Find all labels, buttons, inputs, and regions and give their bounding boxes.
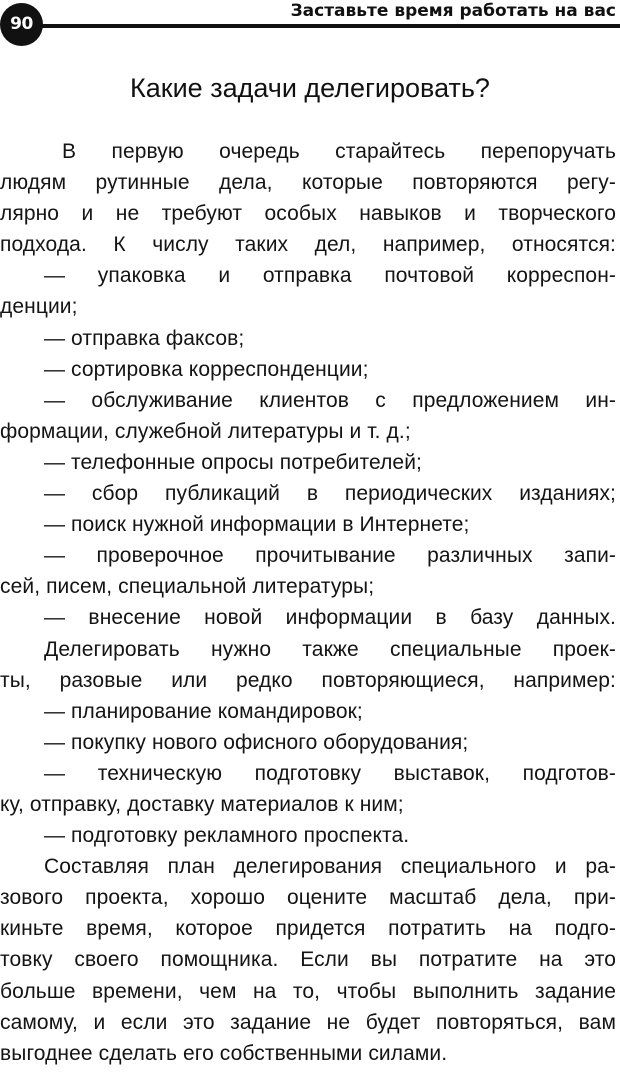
text-line: — упаковка и отправка почтовой корреспон- (44, 264, 616, 288)
text-line: Составляя план делегирования специального и ра- (44, 855, 616, 879)
page-number: 90 (0, 3, 43, 46)
running-header (0, 0, 620, 50)
text-line: сей, писем, специальной литературы; (0, 575, 375, 599)
header-rule (36, 24, 620, 28)
text-line: киньте время, которое придется потратить на подго- (0, 917, 616, 941)
text-line: — обслуживание клиентов с предложением ин- (44, 388, 616, 412)
text-line: Делегировать нужно также специальные проек- (44, 637, 616, 661)
text-line: подхода. К числу таких дел, например, относятся: (0, 233, 616, 257)
text-line: самому, и если это задание не будет повторяться, вам (0, 1010, 616, 1034)
text-line: В первую очередь старайтесь перепоручать (62, 140, 616, 163)
text-line: больше времени, чем на то, чтобы выполнить задание (0, 979, 616, 1003)
text-line: — подготовку рекламного проспекта. (44, 824, 410, 848)
text-line: зового проекта, хорошо оцените масштаб дела, при- (0, 886, 616, 910)
text-line: — телефонные опросы потребителей; (44, 450, 422, 474)
text-line: — планирование командировок; (44, 699, 363, 723)
body-text (0, 136, 616, 1069)
text-line: выгоднее сделать его собственными силами. (0, 1041, 448, 1065)
text-line: ты, разовые или редко повторяющиеся, например: (0, 668, 616, 692)
text-line: лярно и не требуют особых навыков и творческого (0, 202, 616, 226)
text-line: — отправка факсов; (44, 326, 245, 350)
text-line: ку, отправку, доставку материалов к ним; (0, 792, 404, 816)
text-line: — техническую подготовку выставок, подготов- (44, 761, 616, 785)
running-title: Заставьте время работать на вас (290, 1, 616, 21)
text-line: — внесение новой информации в базу данных. (44, 606, 616, 630)
text-line: — покупку нового офисного оборудования; (44, 730, 469, 754)
text-line: товку своего помощника. Если вы потратите на это (0, 948, 616, 972)
text-line: — сортировка корреспонденции; (44, 357, 369, 381)
text-line: — поиск нужной информации в Интернете; (44, 513, 470, 537)
text-line: — сбор публикаций в периодических изданиях; (44, 482, 616, 506)
section-heading: Какие задачи делегировать? (130, 73, 490, 103)
text-line: денции; (0, 295, 78, 319)
text-line: людям рутинные дела, которые повторяются регу- (0, 171, 616, 195)
text-line: — проверочное прочитывание различных запи- (44, 544, 616, 568)
text-line: формации, служебной литературы и т. д.; (0, 419, 411, 443)
